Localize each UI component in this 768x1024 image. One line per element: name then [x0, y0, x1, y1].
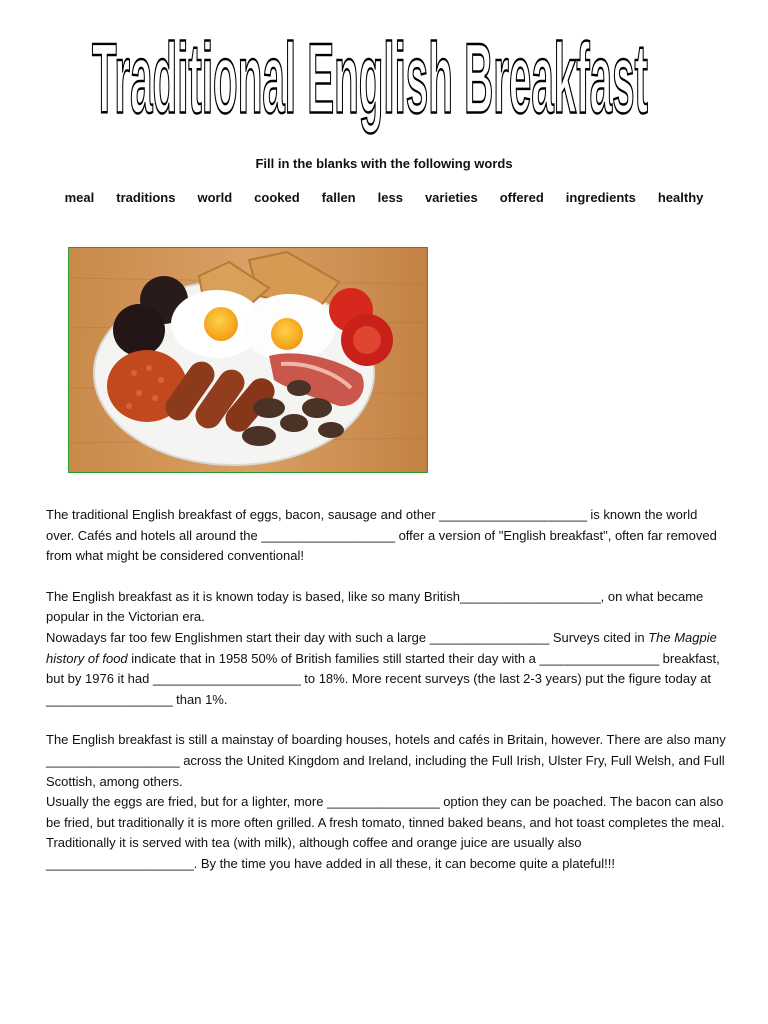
text-run: across the United Kingdom and Ireland, including the Full Irish, Ulster Fry, Full Welsh, and Full Scottish, among others.	[46, 752, 725, 789]
book-title: The Magpie history of food	[46, 629, 717, 666]
worksheet-title	[0, 24, 768, 144]
answer-blank: _____________________	[439, 507, 587, 522]
answer-blank: ________________	[327, 794, 440, 810]
word-bank-item: traditions	[116, 190, 176, 205]
text-run: than 1%.	[172, 691, 228, 707]
word-bank-item: meal	[64, 190, 95, 205]
word-bank-item: ingredients	[565, 190, 636, 205]
text-run: is known the world over. Cafés and hotels all around the	[46, 507, 698, 543]
text-run: The English breakfast as it is known today is based, like so many British	[46, 588, 461, 604]
text-run: indicate that in 1958 50% of British families still started their day with a	[127, 650, 540, 666]
answer-blank: ____________________	[460, 588, 601, 604]
text-run: , on what became popular in the Victorian era.	[46, 588, 704, 625]
text-run: option they can be poached. The bacon can also be fried, but traditionally it is more often grilled. A fresh tomato, tinned baked beans, and hot toast completes the meal. Traditionally it is served with tea (with milk), although coffee and orange juice are usually also	[46, 794, 725, 851]
breakfast-photo	[68, 247, 428, 473]
paragraph	[46, 628, 726, 710]
worksheet-text	[46, 505, 726, 895]
word-bank-item: fallen	[321, 190, 356, 205]
word-bank	[0, 190, 768, 205]
text-run: offer a version of "English breakfast", often far removed from what might be considered conventional!	[46, 527, 717, 564]
answer-blank: ___________________	[46, 752, 180, 768]
text-run: breakfast, but by 1976 it had	[46, 650, 720, 687]
word-bank-item: less	[377, 190, 403, 205]
text-run: to 18%. More recent surveys (the last 2-3 years) put the figure today at	[300, 671, 712, 687]
word-bank-item: world	[197, 190, 233, 205]
word-bank-item: varieties	[424, 190, 478, 205]
black-pudding	[113, 304, 165, 356]
text-run: The traditional English breakfast of eggs, bacon, sausage and other	[46, 507, 440, 522]
paragraph	[46, 730, 726, 792]
text-run: Nowadays far too few Englishmen start their day with such a large	[46, 629, 430, 645]
instruction: Fill in the blanks with the following words	[255, 156, 513, 171]
egg-yolk	[271, 318, 303, 350]
answer-blank: _____________________	[46, 855, 194, 871]
word-bank-item: healthy	[657, 190, 704, 205]
text-run: The English breakfast is still a mainstay of boarding houses, hotels and cafés in Britain, however. There are also many	[46, 732, 726, 748]
answer-blank: _________________	[539, 650, 660, 666]
answer-blank: __________________	[46, 691, 173, 707]
text-run: Usually the eggs are fried, but for a lighter, more	[46, 794, 328, 810]
egg-yolk	[204, 307, 238, 341]
answer-blank: ___________________	[261, 527, 395, 543]
paragraph	[46, 792, 726, 874]
answer-blank: _________________	[429, 629, 550, 645]
text-run: . By the time you have added in all these, it can become quite a plateful!!!	[193, 855, 615, 871]
answer-blank: _____________________	[152, 671, 301, 687]
title-text: Traditional English Breakfast	[92, 24, 649, 134]
paragraph	[46, 505, 726, 567]
word-bank-item: offered	[499, 190, 544, 205]
word-bank-item: cooked	[254, 190, 300, 205]
text-run: Surveys cited in	[549, 629, 649, 645]
paragraph	[46, 587, 726, 628]
